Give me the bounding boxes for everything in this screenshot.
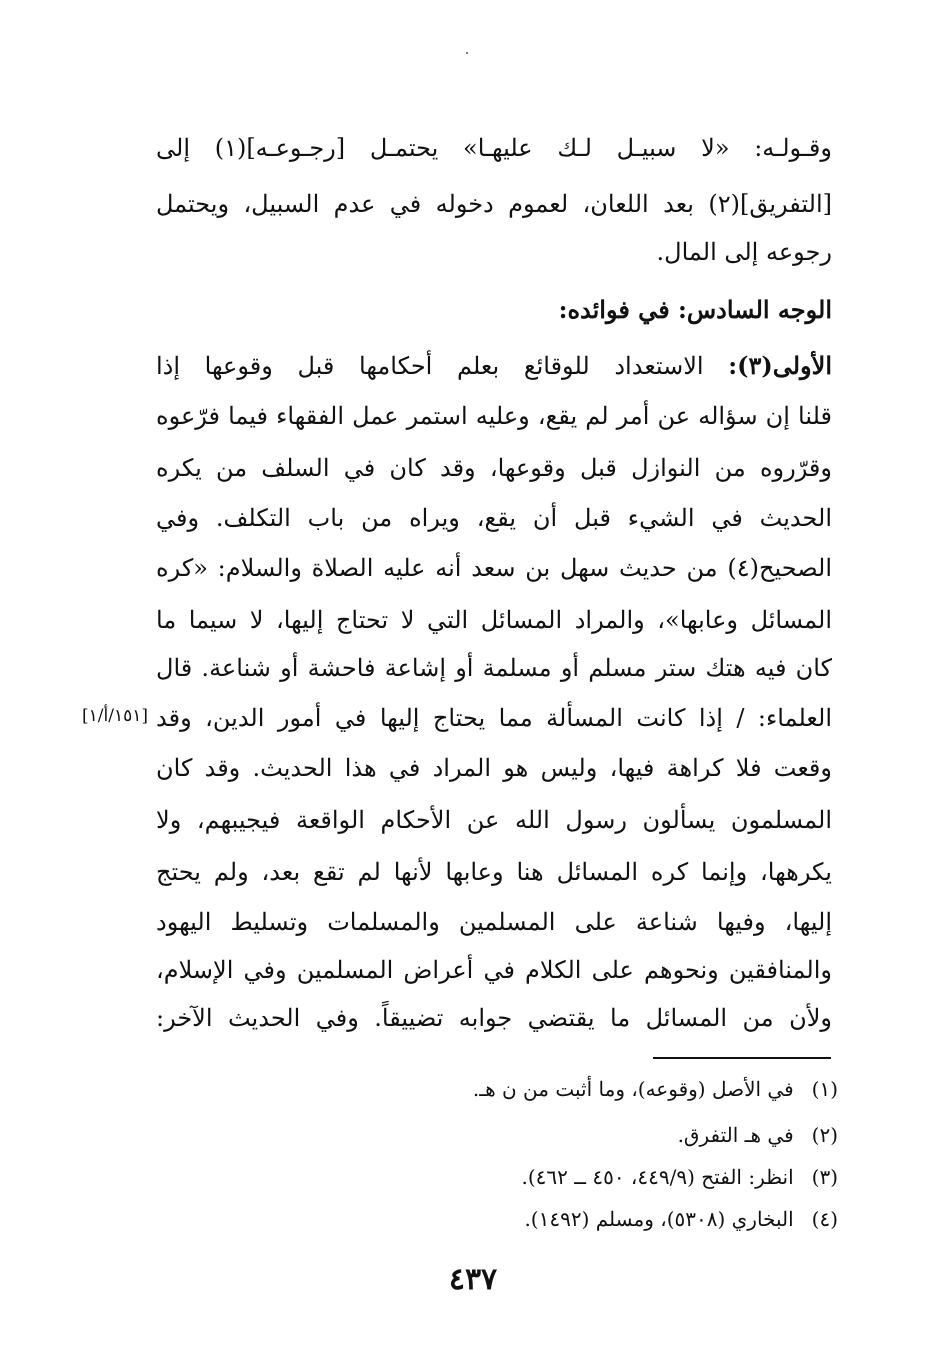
- footnote-text: في الأصل (وقوعه)، وما أثبت من ن هـ.: [472, 1077, 794, 1101]
- page-number: ٤٣٧: [448, 1262, 498, 1297]
- section-heading: الوجه السادس: في فوائده:: [558, 295, 832, 324]
- footnote-text: في هـ التفرق.: [677, 1123, 794, 1147]
- manuscript-folio-marker: [١٥١/أ/١]: [82, 706, 149, 726]
- footnote-number: (٣): [811, 1165, 838, 1189]
- footnote-text: انظر: الفتح (٤٤٩/٩، ٤٥٠ ــ ٤٦٢).: [521, 1165, 794, 1189]
- footnote-number: (٤): [811, 1207, 838, 1231]
- body-line: يكرهها، وإنما كره المسائل هنا وعابها لأنها لم تقع بعد، ولم يحتج: [156, 858, 832, 886]
- body-line-text: الاستعداد للوقائع بعلم أحكامها قبل وقوعها إذا: [156, 352, 704, 380]
- body-line: الحديث في الشيء قبل أن يقع، ويراه من باب التكلف. وفي: [156, 504, 832, 532]
- body-line: وقـولـه: «لا سبيـل لـك عليهـا» يحتمـل [رجـوعـه](١) إلى: [156, 134, 832, 162]
- body-line: رجوعه إلى المال.: [656, 238, 832, 266]
- body-line: الصحيح(٤) من حديث سهل بن سعد أنه عليه الصلاة والسلام: «كره: [156, 554, 832, 582]
- body-line: إليها، وفيها شناعة على المسلمين والمسلمات وتسليط اليهود: [156, 908, 832, 936]
- body-line: [156, 346, 832, 386]
- body-line: المسائل وعابها»، والمراد المسائل التي لا تحتاج إليها، لا سيما ما: [156, 606, 832, 634]
- footnote: [378, 1204, 838, 1234]
- footnote: [378, 1162, 838, 1192]
- footnote: [378, 1074, 838, 1104]
- footnote-text: البخاري (٥٣٠٨)، ومسلم (١٤٩٢).: [524, 1207, 794, 1231]
- body-line: ولأن من المسائل ما يقتضي جوابه تضييقاً. وفي الحديث الآخر:: [156, 1004, 832, 1032]
- body-line: كان فيه هتك ستر مسلم أو مسلمة أو إشاعة فاحشة أو شناعة. قال: [156, 654, 832, 682]
- body-line: العلماء: / إذا كانت المسألة مما يحتاج إليها في أمور الدين، وقد: [156, 704, 832, 732]
- footnote-number: (٢): [811, 1123, 838, 1147]
- footnote: [378, 1120, 838, 1150]
- body-line: المسلمون يسألون رسول الله عن الأحكام الواقعة فيجيبهم، ولا: [156, 806, 832, 834]
- body-line: [التفريق](٢) بعد اللعان، لعموم دخوله في عدم السبيل، ويحتمل: [156, 190, 832, 218]
- page-mark-dot: [466, 52, 468, 54]
- body-line: وقعت فلا كراهة فيها، وليس هو المراد في هذا الحديث. وقد كان: [156, 754, 832, 782]
- footnote-separator: [653, 1057, 831, 1059]
- footnote-number: (١): [811, 1077, 838, 1101]
- body-line: والمنافقين ونحوهم على الكلام في أعراض المسلمين وفي الإسلام،: [156, 956, 832, 984]
- first-benefit-label: الأولى(٣):: [728, 351, 832, 380]
- body-line: وقرّروه من النوازل قبل وقوعها، وقد كان في السلف من يكره: [156, 454, 832, 482]
- body-line: قلنا إن سؤاله عن أمر لم يقع، وعليه استمر عمل الفقهاء فيما فرّعوه: [156, 402, 832, 430]
